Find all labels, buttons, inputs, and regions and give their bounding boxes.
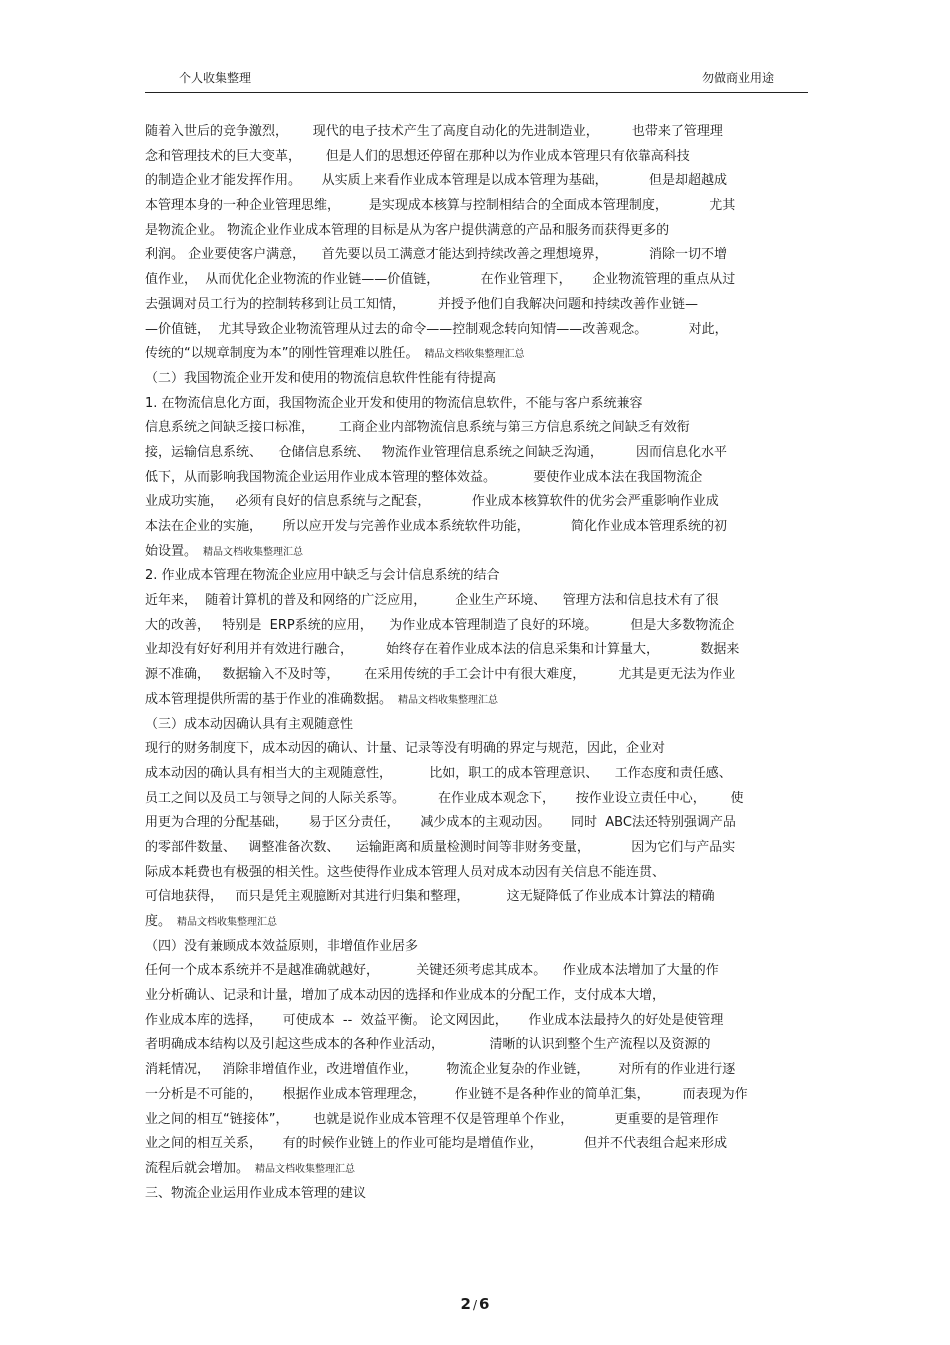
text-line — [145, 416, 810, 441]
line-text: 业之间的相互“链接体”， 也就是说作业成本管理不仅是管理单个作业， 更重要的是管理作 — [145, 1111, 719, 1127]
line-text: 传统的“以规章制度为本”的刚性管理难以胜任。 — [145, 346, 419, 362]
header-left-text: 个人收集整理 — [179, 71, 252, 85]
page-current: 2 — [460, 1295, 471, 1313]
text-line — [145, 441, 810, 466]
line-text: 作业成本库的选择， 可使成本 -- 效益平衡。 论文网因此， 作业成本法最持久的好处是使管理 — [145, 1012, 724, 1028]
page-total: 6 — [479, 1295, 490, 1313]
text-line — [145, 811, 810, 836]
watermark-tag: 精品文档收集整理汇总 — [177, 917, 278, 928]
watermark-tag: 精品文档收集整理汇总 — [398, 694, 499, 706]
line-text: 2. 作业成本管理在物流企业应用中缺乏与会计信息系统的结合 — [145, 568, 500, 584]
line-text: 念和管理技术的巨大变革， 但是人们的思想还停留在那种以为作业成本管理只有依靠高科技 — [145, 148, 690, 164]
text-line — [145, 959, 810, 984]
text-line — [145, 614, 810, 639]
text-line — [145, 787, 810, 812]
text-line — [145, 1009, 810, 1034]
text-line — [145, 490, 810, 515]
line-text: 大的改善， 特别是 ERP系统的应用， 为作业成本管理制造了良好的环境。 但是大多数物流企 — [145, 617, 735, 633]
line-text: （二）我国物流企业开发和使用的物流信息软件性能有待提高 — [145, 370, 497, 386]
text-line — [145, 861, 810, 886]
line-text: 始设置。 — [145, 543, 198, 559]
text-line — [145, 145, 810, 170]
line-text: 去强调对员工行为的控制转移到让员工知情， 并授予他们自我解决问题和持续改善作业链— — [145, 296, 699, 312]
text-line — [145, 713, 810, 738]
text-line — [145, 1182, 810, 1207]
text-line — [145, 243, 810, 268]
text-line — [145, 910, 810, 935]
text-line — [145, 762, 810, 787]
line-text: （四）没有兼顾成本效益原则，非增值作业居多 — [145, 938, 419, 954]
text-line — [145, 984, 810, 1009]
text-line — [145, 367, 810, 392]
line-text: 利润。 企业要使客户满意， 首先要以员工满意才能达到持续改善之理想境界， 消除一切不增 — [145, 247, 727, 263]
line-text: 成本管理提供所需的基于作业的准确数据。 — [145, 691, 393, 707]
document-body — [145, 120, 810, 1206]
text-line — [145, 515, 810, 540]
line-text: 近年来， 随着计算机的普及和网络的广泛应用， 企业生产环境、 管理方法和信息技术有了很 — [145, 593, 719, 609]
line-text: 成本动因的确认具有相当大的主观随意性， 比如，职工的成本管理意识、 工作态度和责任感、 — [145, 765, 732, 781]
watermark-tag: 精品文档收集整理汇总 — [424, 349, 525, 361]
text-line — [145, 268, 810, 293]
page-header — [145, 66, 808, 93]
line-text: —价值链， 尤其导致企业物流管理从过去的命令——控制观念转向知情——改善观念。 对此， — [145, 321, 728, 337]
line-text: 源不准确， 数据输入不及时等， 在采用传统的手工会计中有很大难度， 尤其是更无法为作业 — [145, 667, 736, 683]
line-text: 业却没有好好利用并有效进行融合， 始终存在着作业成本法的信息采集和计算量大， 数据来 — [145, 642, 740, 658]
text-line — [145, 1157, 810, 1182]
text-line — [145, 219, 810, 244]
line-text: 消耗情况， 消除非增值作业，改进增值作业， 物流企业复杂的作业链， 对所有的作业进行逐 — [145, 1062, 736, 1078]
line-text: 本法在企业的实施， 所以应开发与完善作业成本系统软件功能， 简化作业成本管理系统的初 — [145, 519, 727, 534]
line-text: 业分析确认、记录和计量，增加了成本动因的选择和作业成本的分配工作，支付成本大增， — [145, 988, 666, 1004]
text-line — [145, 342, 810, 367]
text-line — [145, 1033, 810, 1058]
line-text: 业之间的相互关系， 有的时候作业链上的作业可能均是增值作业， 但并不代表组合起来形成 — [145, 1136, 727, 1152]
line-text: 业成功实施， 必须有良好的信息系统与之配套， 作业成本核算软件的优劣会严重影响作业成 — [145, 494, 719, 510]
line-text: 随着入世后的竞争激烈， 现代的电子技术产生了高度自动化的先进制造业， 也带来了管理理 — [145, 124, 723, 139]
text-line — [145, 120, 810, 145]
line-text: 的制造企业才能发挥作用。 从实质上来看作业成本管理是以成本管理为基础， 但是却超越成 — [145, 173, 727, 189]
line-text: 一分析是不可能的， 根据作业成本管理理念， 作业链不是各种作业的简单汇集， 而表现为作 — [145, 1086, 748, 1102]
header-right-text: 勿做商业用途 — [701, 71, 774, 85]
text-line — [145, 935, 810, 960]
line-text: （三）成本动因确认具有主观随意性 — [145, 716, 354, 732]
text-line — [145, 1058, 810, 1083]
text-line — [145, 1132, 810, 1157]
page-number — [0, 1295, 950, 1313]
line-text: 的零部件数量、 调整准备次数、 运输距离和质量检测时间等非财务变量， 因为它们与产品实 — [145, 839, 736, 855]
line-text: 可信地获得， 而只是凭主观臆断对其进行归集和整理， 这无疑降低了作业成本计算法的精确 — [145, 889, 715, 905]
text-line — [145, 737, 810, 762]
line-text: 现行的财务制度下，成本动因的确认、计量、记录等没有明确的界定与规范，因此，企业对 — [145, 741, 666, 757]
text-line — [145, 194, 810, 219]
text-line — [145, 466, 810, 491]
page-separator: / — [472, 1298, 478, 1312]
line-text: 低下，从而影响我国物流企业运用作业成本管理的整体效益。 要使作业成本法在我国物流企 — [145, 469, 703, 485]
text-line — [145, 638, 810, 663]
watermark-tag: 精品文档收集整理汇总 — [255, 1163, 356, 1175]
line-text: 信息系统之间缺乏接口标准， 工商企业内部物流信息系统与第三方信息系统之间缺乏有效衔 — [145, 420, 690, 436]
line-text: 者明确成本结构以及引起这些成本的各种作业活动， 清晰的认识到整个生产流程以及资源的 — [145, 1037, 711, 1053]
text-line — [145, 1108, 810, 1133]
watermark-tag: 精品文档收集整理汇总 — [203, 546, 304, 558]
line-text: 值作业， 从而优化企业物流的作业链——价值链， 在作业管理下， 企业物流管理的重点从过 — [145, 272, 736, 288]
text-line — [145, 564, 810, 589]
line-text: 是物流企业。 物流企业作业成本管理的目标是从为客户提供满意的产品和服务而获得更多的 — [145, 222, 670, 238]
text-line — [145, 540, 810, 565]
text-line — [145, 392, 810, 417]
text-line — [145, 318, 810, 343]
text-line — [145, 836, 810, 861]
line-text: 用更为合理的分配基础， 易于区分责任， 减少成本的主观动因。 同时 ABC法还特别强调产品 — [145, 815, 736, 831]
text-line — [145, 589, 810, 614]
line-text: 流程后就会增加。 — [145, 1160, 250, 1176]
text-line — [145, 293, 810, 318]
text-line — [145, 169, 810, 194]
line-text: 1. 在物流信息化方面，我国物流企业开发和使用的物流信息软件，不能与客户系统兼容 — [145, 395, 643, 411]
text-line — [145, 885, 810, 910]
line-text: 度。 — [145, 914, 172, 929]
text-line — [145, 663, 810, 688]
line-text: 任何一个成本系统并不是越准确就越好， 关键还须考虑其成本。 作业成本法增加了大量的作 — [145, 963, 719, 979]
line-text: 三、物流企业运用作业成本管理的建议 — [145, 1185, 367, 1201]
line-text: 本管理本身的一种企业管理思维， 是实现成本核算与控制相结合的全面成本管理制度， 尤其 — [145, 198, 736, 214]
text-line — [145, 688, 810, 713]
line-text: 员工之间以及员工与领导之间的人际关系等。 在作业成本观念下， 按作业设立责任中心， 使 — [145, 790, 744, 806]
line-text: 接，运输信息系统、 仓储信息系统、 物流作业管理信息系统之间缺乏沟通， 因而信息化水平 — [145, 444, 727, 460]
line-text: 际成本耗费也有极强的相关性。这些使得作业成本管理人员对成本动因有关信息不能连贯、 — [145, 864, 666, 880]
text-line — [145, 1083, 810, 1108]
